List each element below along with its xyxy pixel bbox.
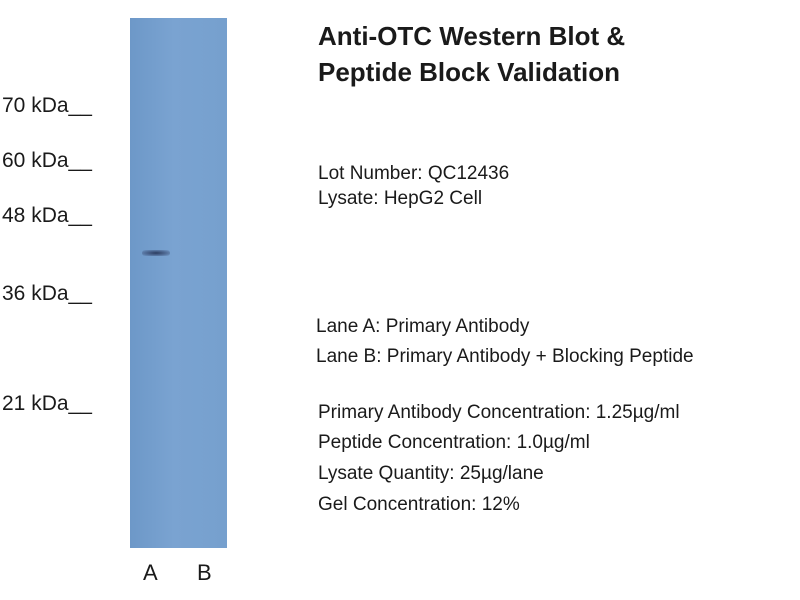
peptide-concentration: Peptide Concentration: 1.0µg/ml: [318, 432, 590, 453]
antibody-concentration: Primary Antibody Concentration: 1.25µg/ml: [318, 402, 680, 423]
lane-label-a: A: [143, 560, 158, 585]
marker-60-kda: 60 kDa__: [2, 149, 92, 172]
page-title: [318, 18, 788, 90]
marker-70-kda: 70 kDa__: [2, 94, 92, 117]
lysate-quantity: Lysate Quantity: 25µg/lane: [318, 463, 544, 484]
protein-band-lane-a: [142, 250, 170, 256]
marker-21-kda: 21 kDa__: [2, 392, 92, 415]
title-line-1: Anti-OTC Western Blot &: [318, 21, 626, 51]
lane-label-b: B: [197, 560, 212, 585]
lot-number: Lot Number: QC12436: [318, 163, 510, 184]
title-line-2: Peptide Block Validation: [318, 57, 620, 87]
blot-membrane: [130, 18, 227, 548]
marker-48-kda: 48 kDa__: [2, 204, 92, 227]
lane-a-description: Lane A: Primary Antibody: [316, 316, 530, 337]
lane-b-description: Lane B: Primary Antibody + Blocking Peptide: [316, 346, 694, 367]
gel-concentration: Gel Concentration: 12%: [318, 494, 520, 515]
lysate-type: Lysate: HepG2 Cell: [318, 188, 483, 209]
marker-36-kda: 36 kDa__: [2, 282, 92, 305]
